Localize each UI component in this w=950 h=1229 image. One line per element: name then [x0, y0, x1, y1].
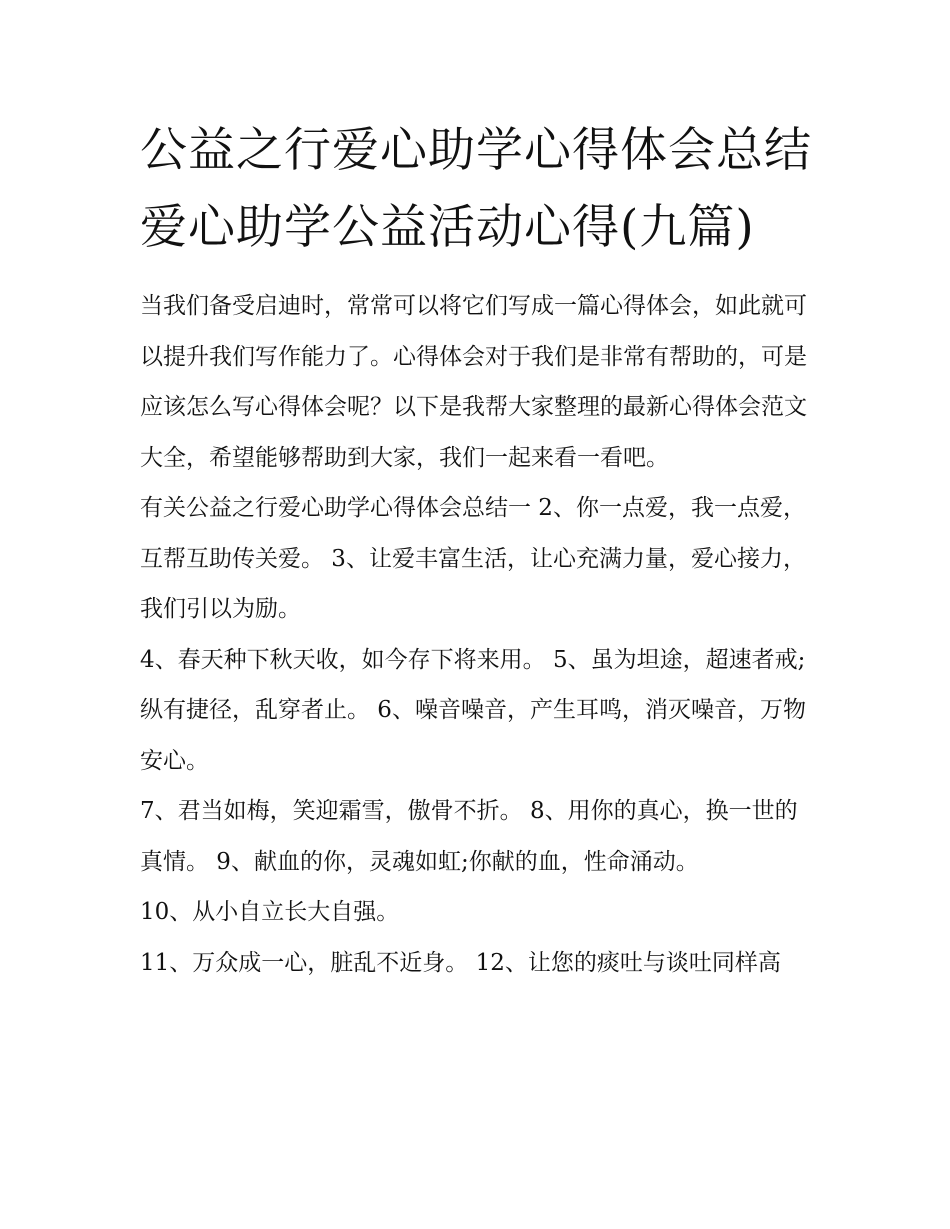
body-paragraph: 有关公益之行爱心助学心得体会总结一 2、你一点爱，我一点爱，互帮互助传关爱。 3、让爱丰富生活，让心充满力量，爱心接力，我们引以为励。	[140, 495, 806, 622]
document-page	[140, 112, 820, 988]
document-title: 公益之行爱心助学心得体会总结 爱心助学公益活动心得(九篇)	[140, 123, 812, 255]
body-paragraph: 10、从小自立长大自强。	[140, 899, 400, 925]
body-paragraph: 7、君当如梅，笑迎霜雪，傲骨不折。 8、用你的真心，换一世的真情。 9、献血的你，灵魂如虹;你献的血，性命涌动。	[140, 798, 798, 875]
intro-paragraph: 当我们备受启迪时，常常可以将它们写成一篇心得体会，如此就可以提升我们写作能力了。心得体会对于我们是非常有帮助的，可是应该怎么写心得体会呢？以下是我帮大家整理的最新心得体会范文大全，希望能够帮助到大家，我们一起来看一看吧。	[140, 293, 807, 471]
body-paragraph: 4、春天种下秋天收，如今存下将来用。 5、虽为坦途，超速者戒;纵有捷径，乱穿者止。 6、噪音噪音，产生耳鸣，消灭噪音，万物安心。	[140, 646, 806, 774]
body-paragraph: 11、万众成一心，脏乱不近身。 12、让您的痰吐与谈吐同样高	[140, 949, 781, 976]
